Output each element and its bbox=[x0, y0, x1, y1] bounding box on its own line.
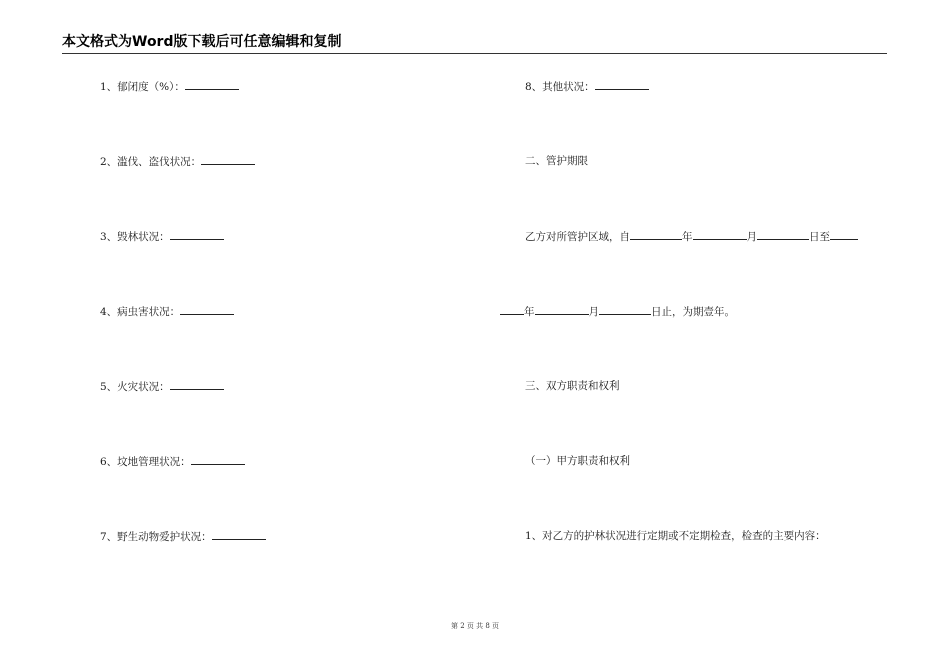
item-label: 8、其他状况： bbox=[525, 81, 595, 93]
item-graves bbox=[100, 454, 245, 469]
item-deforestation bbox=[100, 229, 224, 244]
item-pests bbox=[100, 304, 234, 319]
item-fire bbox=[100, 379, 224, 394]
fill-blank[interactable] bbox=[599, 304, 651, 315]
item-label: 2、滥伐、盗伐状况： bbox=[100, 156, 202, 168]
fill-blank[interactable] bbox=[830, 229, 858, 240]
item-label: 6、坟地管理状况： bbox=[100, 456, 191, 468]
item-label: 1、郁闭度（%）： bbox=[100, 81, 185, 93]
fill-blank[interactable] bbox=[170, 229, 224, 240]
period-year: 年 bbox=[682, 231, 693, 243]
section-3-title: 三、双方职责和权利 bbox=[525, 380, 620, 392]
period-line-2 bbox=[500, 304, 735, 319]
fill-blank[interactable] bbox=[693, 229, 747, 240]
header-title: 本文格式为Word版下载后可任意编辑和复制 bbox=[62, 34, 342, 50]
fill-blank[interactable] bbox=[535, 304, 589, 315]
item-wildlife bbox=[100, 529, 266, 544]
period-month-2: 月 bbox=[588, 306, 599, 318]
fill-blank[interactable] bbox=[201, 154, 255, 165]
duty-1: 1、对乙方的护林状况进行定期或不定期检查，检查的主要内容： bbox=[525, 530, 826, 542]
fill-blank[interactable] bbox=[595, 79, 649, 90]
item-label: 4、病虫害状况： bbox=[100, 306, 181, 318]
fill-blank[interactable] bbox=[180, 304, 234, 315]
fill-blank[interactable] bbox=[630, 229, 682, 240]
fill-blank[interactable] bbox=[191, 454, 245, 465]
item-label: 7、野生动物爱护状况： bbox=[100, 531, 212, 543]
period-month: 月 bbox=[746, 231, 757, 243]
fill-blank[interactable] bbox=[500, 304, 524, 315]
item-other bbox=[525, 79, 649, 94]
item-illegal-logging bbox=[100, 154, 255, 169]
subsection-1-title: （一）甲方职责和权利 bbox=[525, 455, 630, 467]
item-canopy-density bbox=[100, 79, 239, 94]
period-day-to: 日至 bbox=[809, 231, 830, 243]
document-header bbox=[62, 33, 887, 54]
fill-blank[interactable] bbox=[185, 79, 239, 90]
fill-blank[interactable] bbox=[757, 229, 809, 240]
period-year-2: 年 bbox=[524, 306, 535, 318]
fill-blank[interactable] bbox=[212, 529, 266, 540]
period-prefix: 乙方对所管护区域，自 bbox=[525, 231, 630, 243]
fill-blank[interactable] bbox=[170, 379, 224, 390]
period-day-end: 日止，为期壹年。 bbox=[651, 306, 735, 318]
period-line-1 bbox=[525, 229, 858, 244]
page-footer: 第 2 页 共 8 页 bbox=[450, 622, 500, 630]
item-label: 3、毁林状况： bbox=[100, 231, 170, 243]
item-label: 5、火灾状况： bbox=[100, 381, 170, 393]
section-2-title: 二、管护期限 bbox=[525, 155, 588, 167]
